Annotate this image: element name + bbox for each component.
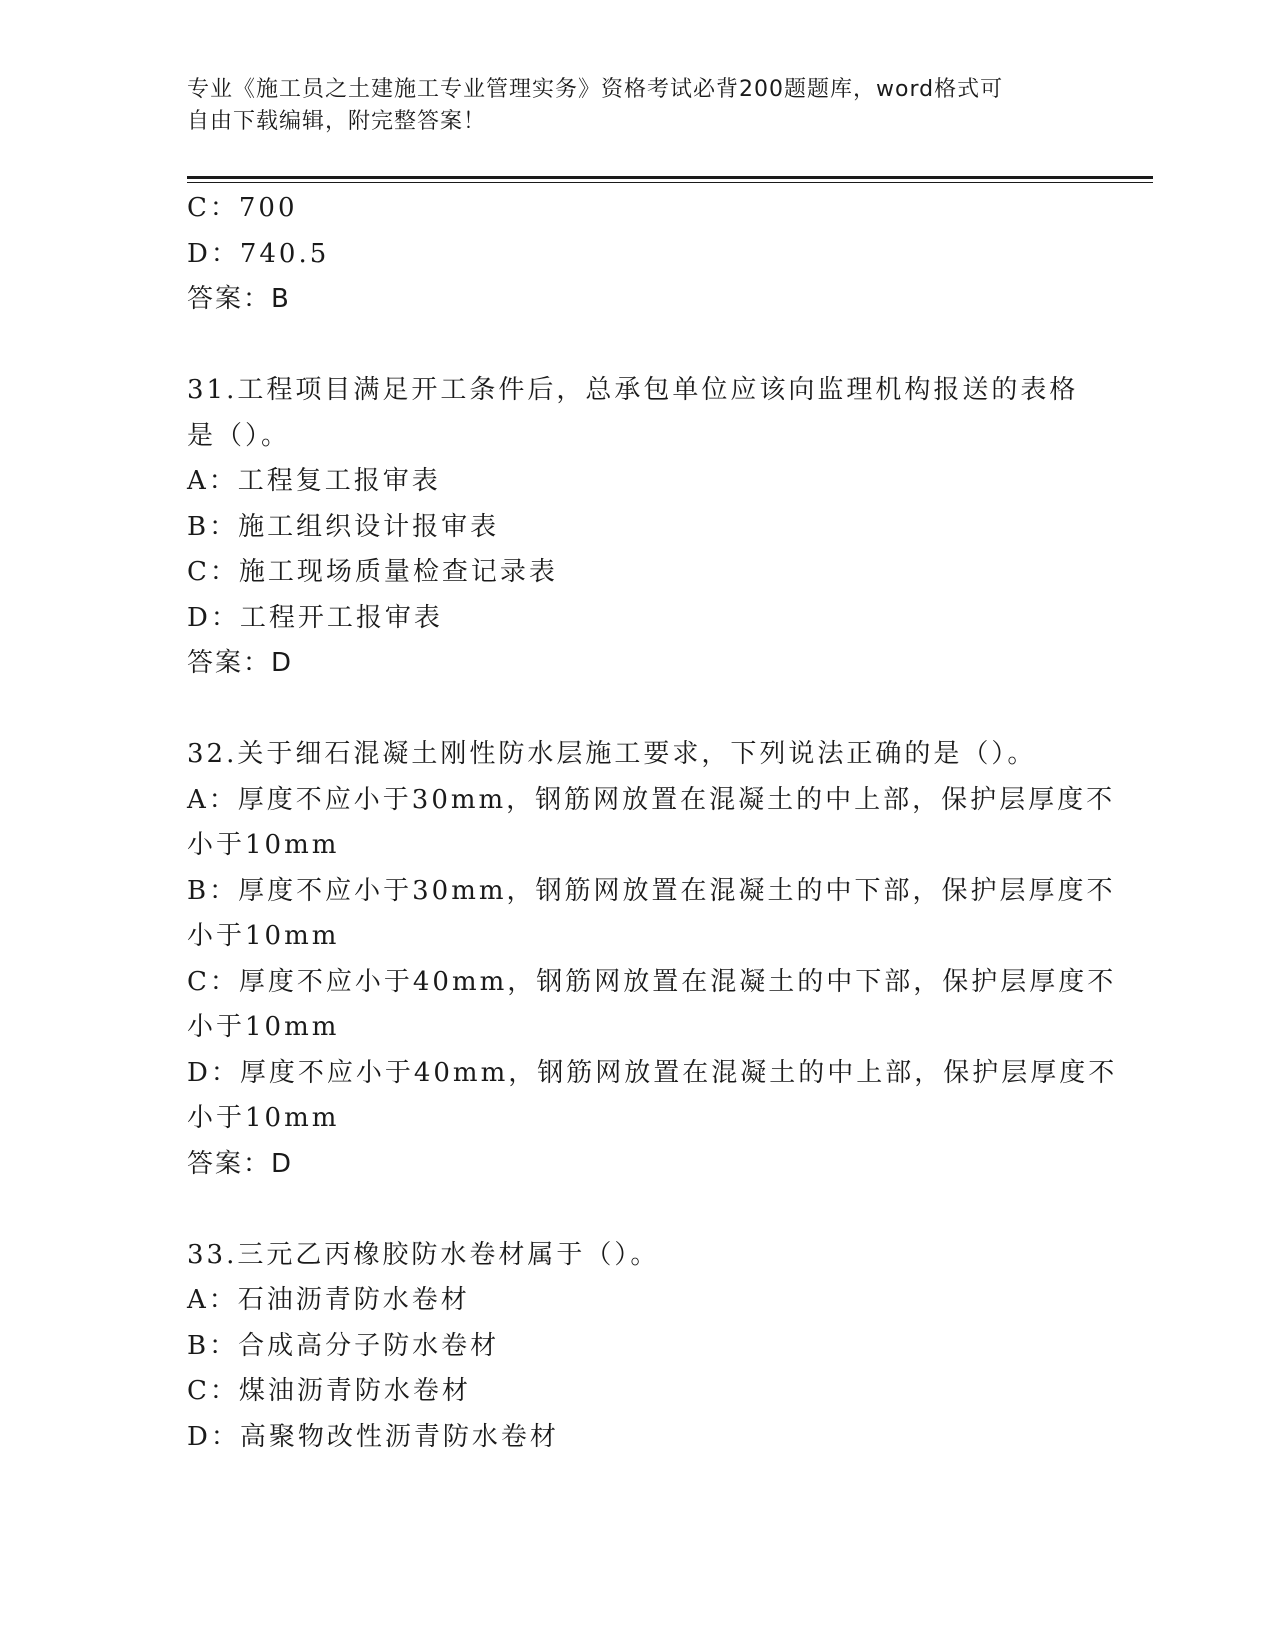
option-b: B：施工组织设计报审表 [187,511,500,542]
option-d: D：740.5 [187,238,330,269]
page-header [187,74,1067,138]
option-c: C：煤油沥青防水卷材 [187,1376,471,1406]
question-body [187,186,1118,1460]
question-stem: 33.三元乙丙橡胶防水卷材属于（）。 [187,1239,660,1270]
header-title-line-2: 自由下载编辑，附完整答案！ [187,109,487,134]
question-stem: 32.关于细石混凝土刚性防水层施工要求，下列说法正确的是（）。 [187,739,1037,769]
option-d-continued: 小于10mm [187,1103,340,1133]
spacer [187,323,1087,369]
spacer [187,1187,1087,1233]
option-a-continued: 小于10mm [187,830,340,860]
option-b: B：厚度不应小于30mm，钢筋网放置在混凝土的中下部，保护层厚度不 [187,875,1116,906]
spacer [187,687,1087,733]
header-title-line-1: 专业《施工员之土建施工专业管理实务》资格考试必背200题题库，word格式可 [187,77,1004,102]
option-c-continued: 小于10mm [187,1012,340,1042]
question-31 [187,368,1087,687]
question-33 [187,1233,1087,1461]
answer: 答案：D [187,648,294,678]
option-d: D：高聚物改性沥青防水卷材 [187,1421,559,1452]
option-a: A：厚度不应小于30mm，钢筋网放置在混凝土的中上部，保护层厚度不 [187,784,1116,815]
question-32 [187,732,1118,1187]
option-c: C：施工现场质量检查记录表 [187,557,558,587]
option-a: A：石油沥青防水卷材 [187,1285,470,1315]
header-rule-thick [187,176,1153,179]
previous-question-tail [187,186,1087,323]
answer: 答案：B [187,284,291,314]
option-c: C：700 [187,193,298,223]
option-c: C：厚度不应小于40mm，钢筋网放置在混凝土的中下部，保护层厚度不 [187,966,1117,997]
question-stem-continued: 是（）。 [187,420,291,451]
option-b: B：合成高分子防水卷材 [187,1330,500,1361]
answer: 答案：D [187,1148,294,1179]
option-d: D：厚度不应小于40mm，钢筋网放置在混凝土的中上部，保护层厚度不 [187,1057,1118,1088]
option-d: D：工程开工报审表 [187,602,443,633]
header-rule-thin [187,182,1153,183]
option-a: A：工程复工报审表 [187,466,441,496]
option-b-continued: 小于10mm [187,921,340,951]
question-stem: 31.工程项目满足开工条件后，总承包单位应该向监理机构报送的表格 [187,375,1079,405]
